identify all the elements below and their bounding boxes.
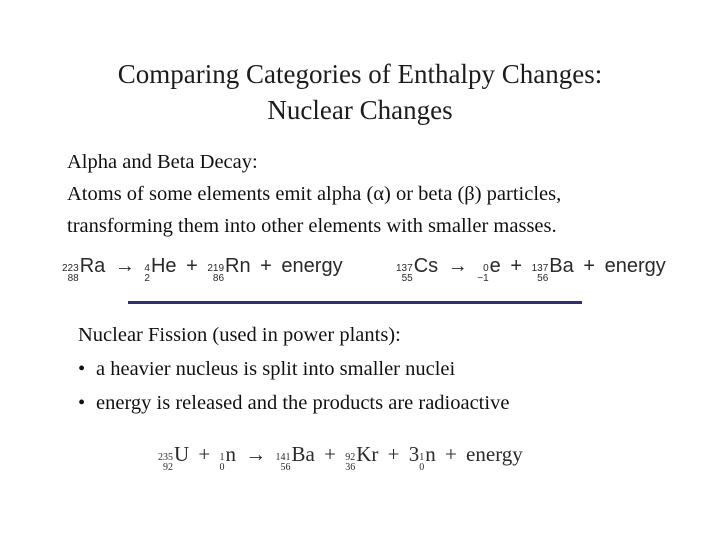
plus-sign: + bbox=[260, 255, 272, 277]
energy-term: energy bbox=[281, 255, 343, 277]
plus-sign: + bbox=[444, 442, 457, 466]
plus-sign: + bbox=[387, 442, 400, 466]
bullet-text: a heavier nucleus is split into smaller nuclei bbox=[96, 358, 456, 380]
nuclide-uranium bbox=[158, 442, 189, 473]
nuclide-neutron bbox=[419, 442, 436, 473]
plus-sign: + bbox=[324, 442, 336, 466]
fission-section bbox=[78, 318, 698, 420]
atomic-number: 2 bbox=[144, 272, 150, 284]
atomic-number: 0 bbox=[219, 461, 225, 473]
decay-section bbox=[67, 146, 707, 242]
element-symbol: n bbox=[425, 442, 436, 466]
decay-text-line-2: transforming them into other elements with smaller masses. bbox=[67, 215, 557, 237]
nuclide-barium bbox=[276, 442, 315, 473]
title-line-2: Nuclear Changes bbox=[267, 95, 453, 125]
element-symbol: Rn bbox=[225, 255, 251, 277]
nuclide-cesium bbox=[396, 255, 438, 284]
atomic-number: 56 bbox=[537, 272, 549, 284]
nuclide-barium bbox=[532, 255, 574, 284]
nuclide-neutron bbox=[220, 442, 237, 473]
decay-heading: Alpha and Beta Decay: bbox=[67, 151, 258, 173]
mass-number: 141 bbox=[275, 451, 291, 463]
title-line-1: Comparing Categories of Enthalpy Changes: bbox=[117, 59, 603, 89]
energy-term: energy bbox=[466, 442, 523, 466]
mass-number: 219 bbox=[207, 262, 225, 274]
alpha-decay-equation bbox=[62, 255, 343, 284]
mass-number: 137 bbox=[396, 262, 413, 274]
fission-heading: Nuclear Fission (used in power plants): bbox=[78, 324, 401, 346]
reaction-arrow: → bbox=[447, 255, 468, 277]
stoichiometric-coefficient: 3 bbox=[408, 442, 420, 466]
bullet-text: energy is released and the products are radioactive bbox=[96, 392, 510, 414]
nuclide-helium bbox=[144, 255, 176, 284]
list-item bbox=[78, 352, 698, 386]
nuclide-radium bbox=[62, 255, 105, 284]
fission-bullet-list bbox=[78, 352, 698, 420]
plus-sign: + bbox=[583, 255, 596, 277]
slide-title bbox=[0, 56, 720, 128]
atomic-number: −1 bbox=[477, 272, 489, 284]
section-divider bbox=[128, 301, 582, 304]
mass-number: 223 bbox=[62, 262, 79, 274]
energy-term: energy bbox=[604, 255, 666, 277]
nuclide-radon bbox=[207, 255, 250, 284]
reaction-arrow: → bbox=[114, 255, 135, 277]
mass-number: 0 bbox=[483, 262, 489, 274]
mass-number: 4 bbox=[144, 262, 150, 274]
atomic-number: 36 bbox=[345, 461, 356, 473]
list-item bbox=[78, 386, 698, 420]
element-symbol: Ra bbox=[79, 255, 106, 277]
bullet-icon: • bbox=[78, 392, 86, 414]
element-symbol: U bbox=[174, 442, 190, 466]
nuclide-krypton bbox=[345, 442, 378, 473]
mass-number: 1 bbox=[219, 451, 225, 463]
beta-particle bbox=[477, 255, 501, 284]
element-symbol: e bbox=[489, 255, 501, 277]
atomic-number: 92 bbox=[163, 461, 173, 473]
mass-number: 1 bbox=[419, 451, 425, 463]
element-symbol: Kr bbox=[356, 442, 379, 466]
element-symbol: He bbox=[150, 255, 177, 277]
plus-sign: + bbox=[198, 442, 211, 466]
element-symbol: Cs bbox=[413, 255, 439, 277]
fission-equation bbox=[158, 442, 523, 473]
decay-text-line-1: Atoms of some elements emit alpha (α) or beta (β) particles, bbox=[67, 183, 562, 205]
reaction-arrow: → bbox=[245, 442, 267, 466]
atomic-number: 0 bbox=[419, 461, 425, 473]
beta-decay-equation bbox=[396, 255, 666, 284]
mass-number: 137 bbox=[531, 262, 549, 274]
element-symbol: Ba bbox=[291, 442, 315, 466]
element-symbol: n bbox=[225, 442, 237, 466]
plus-sign: + bbox=[510, 255, 523, 277]
bullet-icon: • bbox=[78, 358, 86, 380]
plus-sign: + bbox=[186, 255, 198, 277]
atomic-number: 88 bbox=[67, 272, 79, 284]
mass-number: 235 bbox=[158, 451, 173, 463]
mass-number: 92 bbox=[345, 451, 356, 463]
atomic-number: 56 bbox=[280, 461, 291, 473]
element-symbol: Ba bbox=[549, 255, 574, 277]
atomic-number: 55 bbox=[401, 272, 413, 284]
atomic-number: 86 bbox=[212, 272, 225, 284]
